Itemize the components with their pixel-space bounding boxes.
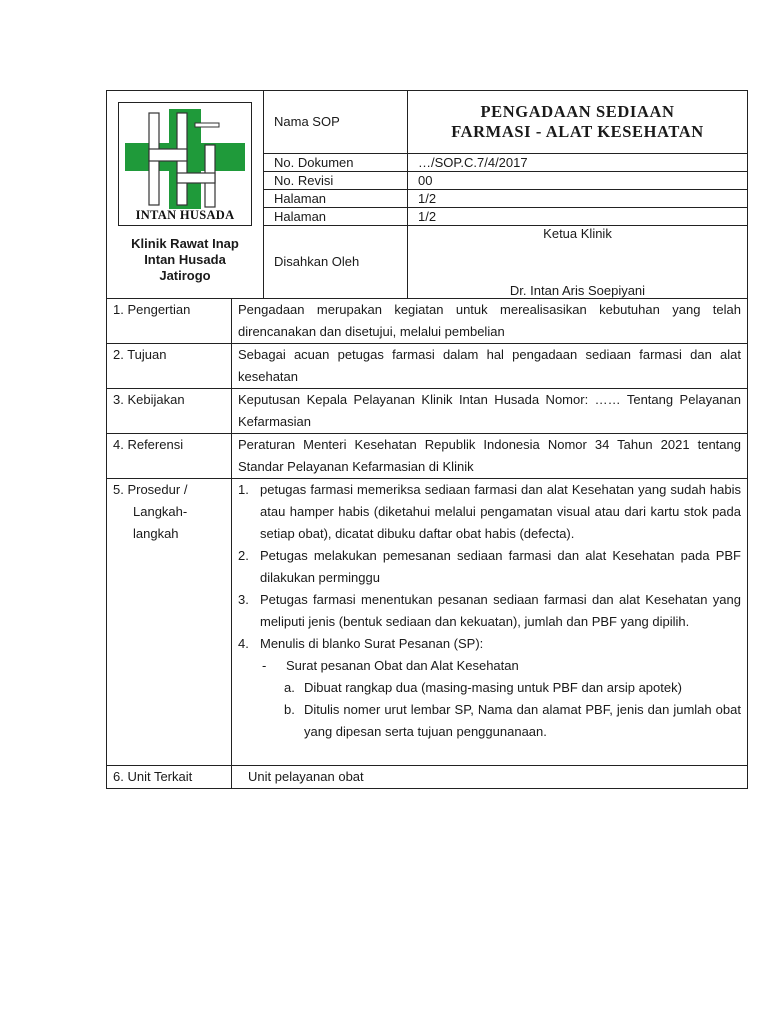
step-number: 1. [238, 482, 249, 497]
no-revisi-value: 00 [408, 172, 748, 190]
tujuan-text: Sebagai acuan petugas farmasi dalam hal pengadaan sediaan farmasi dan alat kesehatan [232, 344, 748, 389]
step-number: 3. [238, 592, 249, 607]
disahkan-label: Disahkan Oleh [264, 226, 408, 299]
list-item [238, 633, 741, 655]
section-row [107, 299, 748, 344]
section-row [107, 434, 748, 479]
nama-sop-label: Nama SOP [264, 91, 408, 154]
sub-sub-text: Ditulis nomer urut lembar SP, Nama dan alamat PBF, jenis dan jumlah obat yang dipesan serta tujuan penggunanaan. [304, 702, 741, 739]
prosedur-steps [232, 479, 748, 766]
unit-label: 6. Unit Terkait [107, 766, 232, 789]
dash-bullet: - [262, 658, 267, 673]
pengertian-text: Pengadaan merupakan kegiatan untuk merealisasikan kebutuhan yang telah direncanakan dan disetujui, melalui pembelian [232, 299, 748, 344]
sop-document [106, 90, 747, 789]
step-text: petugas farmasi memeriksa sediaan farmasi dan alat Kesehatan yang sudah habis atau hamper habis (diketahui melalui pengamatan visual atau dari kartu stok pada setiap obat), dicatat dibuku daftar obat habis (defecta). [260, 482, 741, 541]
sub-sub-text: Dibuat rangkap dua (masing-masing untuk PBF dan arsip apotek) [304, 680, 682, 695]
tujuan-label: 2. Tujuan [107, 344, 232, 389]
section-row [107, 766, 748, 789]
clinic-logo [118, 102, 252, 226]
prosedur-label: 5. Prosedur / Langkah- langkah [107, 479, 232, 766]
section-row [107, 389, 748, 434]
step-number: 4. [238, 636, 249, 651]
halaman-value: 1/2 [408, 190, 748, 208]
sub-list-item [262, 655, 741, 677]
sub-letter: b. [284, 702, 295, 717]
sop-header-table [106, 90, 748, 299]
list-item [238, 589, 741, 633]
list-item [238, 479, 741, 545]
sop-body-table [106, 298, 748, 789]
kebijakan-text: Keputusan Kepala Pelayanan Klinik Intan Husada Nomor: …… Tentang Pelayanan Kefarmasian [232, 389, 748, 434]
unit-text: Unit pelayanan obat [232, 766, 748, 789]
step-text: Petugas melakukan pemesanan sediaan farmasi dan alat Kesehatan pada PBF dilakukan perminggu [260, 548, 741, 585]
sop-title: PENGADAAN SEDIAAN FARMASI - ALAT KESEHATAN [408, 91, 748, 154]
logo-cell [107, 91, 264, 299]
sub-sub-list-item [284, 677, 741, 699]
no-revisi-label: No. Revisi [264, 172, 408, 190]
halaman-label-2: Halaman [264, 208, 408, 226]
no-dokumen-value: …/SOP.C.7/4/2017 [408, 154, 748, 172]
sub-sub-list-item [284, 699, 741, 743]
referensi-text: Peraturan Menteri Kesehatan Republik Indonesia Nomor 34 Tahun 2021 tentang Standar Pelayanan Kefarmasian di Klinik [232, 434, 748, 479]
halaman-value-2: 1/2 [408, 208, 748, 226]
kebijakan-label: 3. Kebijakan [107, 389, 232, 434]
no-dokumen-label: No. Dokumen [264, 154, 408, 172]
sub-text: Surat pesanan Obat dan Alat Kesehatan [286, 658, 519, 673]
signature-cell [408, 226, 748, 299]
sign-role: Ketua Klinik [543, 226, 612, 241]
halaman-label: Halaman [264, 190, 408, 208]
step-text: Menulis di blanko Surat Pesanan (SP): [260, 636, 484, 651]
list-item [238, 545, 741, 589]
referensi-label: 4. Referensi [107, 434, 232, 479]
step-text: Petugas farmasi menentukan pesanan sediaan farmasi dan alat Kesehatan yang meliputi jenis (bentuk sediaan dan kekuatan), jumlah dan PBF yang dipilih. [260, 592, 741, 629]
sub-letter: a. [284, 680, 295, 695]
section-row [107, 344, 748, 389]
section-row [107, 479, 748, 766]
logo-text: INTAN HUSADA [135, 208, 235, 222]
sign-name: Dr. Intan Aris Soepiyani [509, 283, 646, 298]
clinic-name: Klinik Rawat Inap Intan Husada Jatirogo [131, 236, 239, 283]
step-number: 2. [238, 548, 249, 563]
pengertian-label: 1. Pengertian [107, 299, 232, 344]
clinic-cross-logo-icon [119, 103, 251, 225]
